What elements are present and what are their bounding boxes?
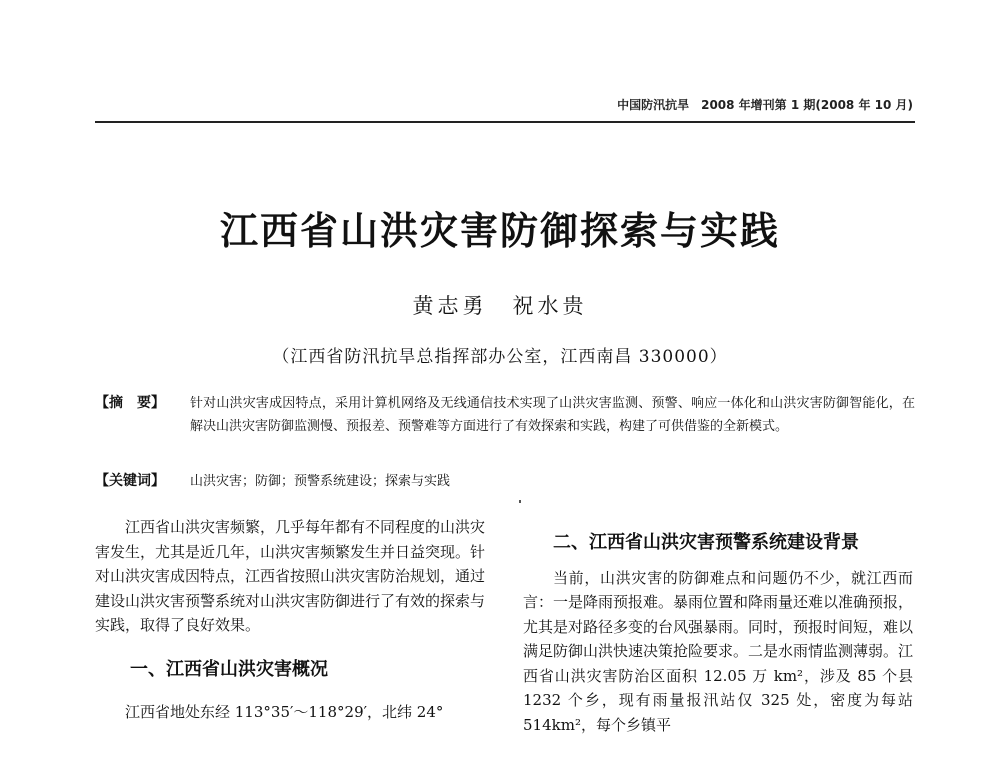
section-1-heading: 一、江西省山洪灾害概况: [130, 658, 328, 680]
article-title: 江西省山洪灾害防御探索与实践: [219, 208, 780, 253]
section-2-paragraph: 当前，山洪灾害的防御难点和问题仍不少，就江西而言：一是降雨预报难。暴雨位置和降雨量还难以准确预报，尤其是对路径多变的台风强暴雨。同时，预报时间短，难以满足防御山洪快速决策抢险要求。二是水雨情监测薄弱。江西省山洪灾害防治区面积 12.05 万 km²，涉及 85 个县 1232 个乡，现有雨量报汛站仅 325 处，密度为每站 514km²，每个乡镇平: [523, 568, 914, 734]
keywords-label: 【关键词】: [95, 473, 165, 489]
intro-paragraph: 江西省山洪灾害频繁，几乎每年都有不同程度的山洪灾害发生，尤其是近几年，山洪灾害频繁发生并日益突现。针对山洪灾害成因特点，江西省按照山洪灾害防治规划，通过建设山洪灾害预警系统对山洪灾害防御进行了有效的探索与实践，取得了良好效果。: [95, 518, 486, 634]
author-affiliation: （江西省防汛抗旱总指挥部办公室，江西南昌 330000）: [272, 347, 728, 367]
section-1-paragraph: 江西省地处东经 113°35′～118°29′，北纬 24°: [125, 703, 444, 721]
header-rule: [95, 121, 915, 123]
abstract-text: 针对山洪灾害成因特点，采用计算机网络及无线通信技术实现了山洪灾害监测、预警、响应一体化和山洪灾害防御智能化，在解决山洪灾害防御监测慢、预报差、预警难等方面进行了有效探索和实践，构建了可供借鉴的全新模式。: [190, 396, 915, 434]
keywords-text: 山洪灾害；防御；预警系统建设；探索与实践: [190, 474, 451, 489]
abstract-label: 【摘 要】: [95, 395, 165, 411]
column-divider-mark: [519, 500, 521, 503]
body-column-right: [523, 515, 913, 737]
body-column-left: [95, 515, 485, 725]
article-authors: 黄志勇 祝水贵: [412, 294, 588, 318]
section-2-heading: 二、江西省山洪灾害预警系统建设背景: [553, 532, 859, 553]
running-header: 中国防汛抗旱 2008 年增刊第 1 期(2008 年 10 月): [617, 98, 913, 112]
